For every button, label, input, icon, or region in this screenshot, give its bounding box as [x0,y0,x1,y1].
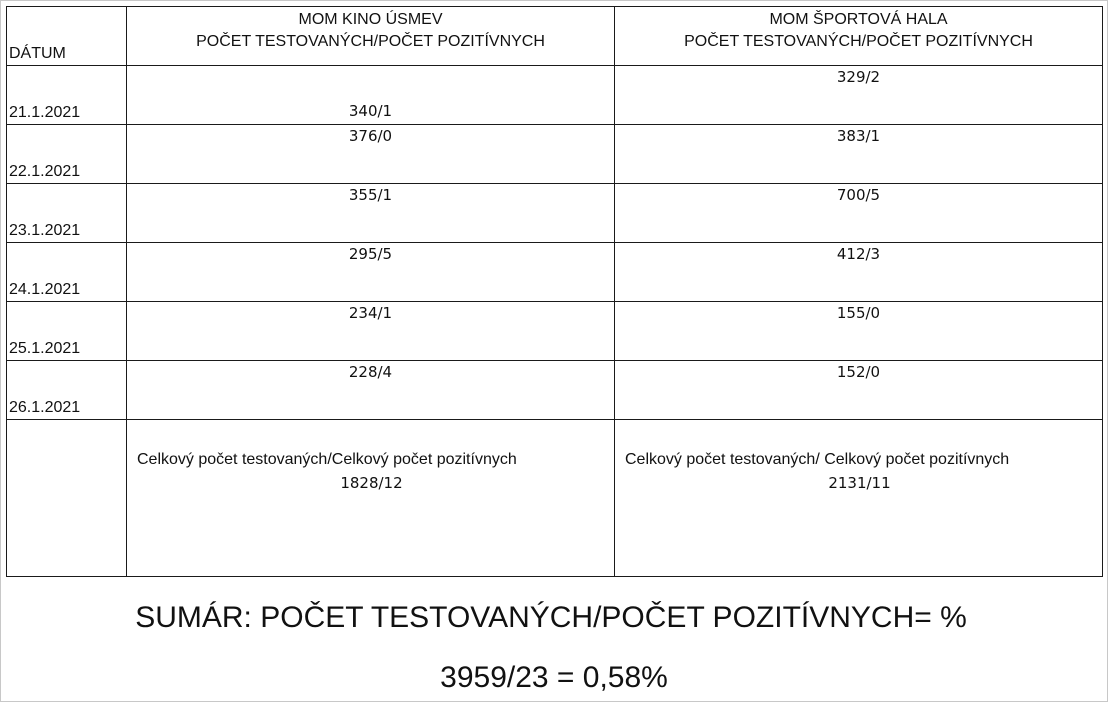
date-value: 22.1.2021 [9,163,81,180]
header-sportova-hala-name: MOM ŠPORTOVÁ HALA [769,11,948,28]
kino-usmev-cell [127,302,615,361]
kino-usmev-value: 234/1 [348,304,393,322]
testing-results-table [6,6,1103,577]
sportova-hala-cell [615,184,1103,243]
header-kino-usmev-name: MOM KINO ÚSMEV [298,11,443,28]
sportova-hala-total-value: 2131/11 [828,474,891,492]
table-row [7,184,1103,243]
sportova-hala-cell [615,243,1103,302]
date-value: 26.1.2021 [9,399,81,416]
kino-usmev-total-label: Celkový počet testovaných/Celkový počet pozitívnych [137,451,517,468]
date-cell [7,302,127,361]
date-value: 23.1.2021 [9,222,81,239]
date-cell [7,243,127,302]
kino-usmev-cell [127,243,615,302]
totals-row [7,420,1103,577]
date-cell [7,66,127,125]
date-value: 21.1.2021 [9,104,81,121]
kino-usmev-value: 340/1 [348,102,393,120]
date-cell [7,125,127,184]
kino-usmev-value: 376/0 [348,127,393,145]
kino-usmev-total-cell [127,420,615,577]
table-header-row [7,7,1103,66]
header-date-label: DÁTUM [9,45,66,62]
kino-usmev-value: 228/4 [348,363,393,381]
sportova-hala-value: 412/3 [836,245,881,263]
kino-usmev-value: 355/1 [348,186,393,204]
kino-usmev-cell [127,125,615,184]
date-value: 25.1.2021 [9,340,81,357]
sportova-hala-value: 155/0 [836,304,881,322]
header-date [7,7,127,66]
sportova-hala-value: 152/0 [836,363,881,381]
sportova-hala-value: 700/5 [836,186,881,204]
kino-usmev-cell [127,184,615,243]
header-sportova-hala [615,7,1103,66]
sportova-hala-total-cell [615,420,1103,577]
table-row [7,125,1103,184]
sportova-hala-cell [615,66,1103,125]
summary-result: 3959/23 = 0,58% [440,661,668,694]
sportova-hala-value: 329/2 [836,68,881,86]
kino-usmev-cell [127,361,615,420]
sportova-hala-cell [615,125,1103,184]
sportova-hala-total-label: Celkový počet testovaných/ Celkový počet pozitívnych [625,451,1010,468]
kino-usmev-cell [127,66,615,125]
sportova-hala-cell [615,361,1103,420]
kino-usmev-value: 295/5 [348,245,393,263]
table-row [7,361,1103,420]
sportova-hala-cell [615,302,1103,361]
date-cell [7,361,127,420]
kino-usmev-total-value: 1828/12 [340,474,403,492]
date-cell [7,184,127,243]
table-row [7,243,1103,302]
sportova-hala-value: 383/1 [836,127,881,145]
summary-title: SUMÁR: POČET TESTOVANÝCH/POČET POZITÍVNYCH= % [135,601,967,634]
table-row [7,302,1103,361]
header-sportova-hala-subtitle: POČET TESTOVANÝCH/POČET POZITÍVNYCH [684,33,1033,50]
table-row [7,66,1103,125]
header-kino-usmev-subtitle: POČET TESTOVANÝCH/POČET POZITÍVNYCH [196,33,545,50]
totals-date-cell [7,420,127,577]
date-value: 24.1.2021 [9,281,81,298]
header-kino-usmev [127,7,615,66]
